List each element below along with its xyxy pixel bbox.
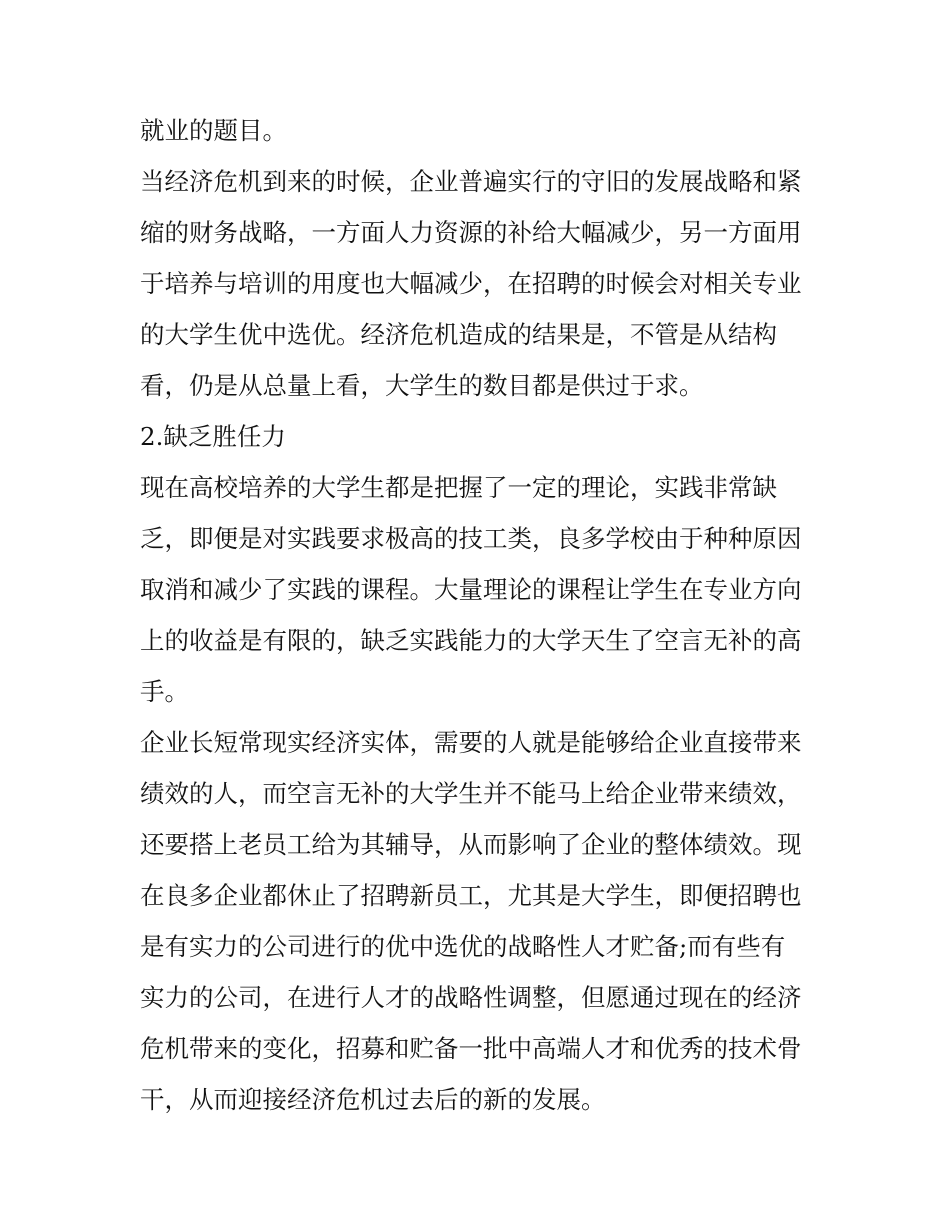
text-line: 现在高校培养的大学生都是把握了一定的理论，实践非常缺 — [140, 473, 777, 502]
section-heading: 2.缺乏胜任力 — [140, 422, 286, 451]
text-line: 于培养与培训的用度也大幅减少，在招聘的时候会对相关专业 — [140, 269, 802, 298]
text-line: 干，从而迎接经济危机过去后的新的发展。 — [140, 1085, 606, 1114]
text-line: 企业长短常现实经济实体，需要的人就是能够给企业直接带来 — [140, 728, 802, 757]
text-line: 还要搭上老员工给为其辅导，从而影响了企业的整体绩效。现 — [140, 830, 802, 859]
text-line: 当经济危机到来的时候，企业普遍实行的守旧的发展战略和紧 — [140, 167, 802, 196]
document-body — [140, 105, 820, 1125]
text-line: 看，仍是从总量上看，大学生的数目都是供过于求。 — [140, 371, 704, 400]
text-line: 取消和减少了实践的课程。大量理论的课程让学生在专业方向 — [140, 575, 802, 604]
text-line: 上的收益是有限的，缺乏实践能力的大学天生了空言无补的高 — [140, 626, 802, 655]
text-line: 的大学生优中选优。经济危机造成的结果是，不管是从结构 — [140, 320, 777, 349]
text-line: 危机带来的变化，招募和贮备一批中高端人才和优秀的技术骨 — [140, 1034, 802, 1063]
text-line: 是有实力的公司进行的优中选优的战略性人才贮备;而有些有 — [140, 932, 786, 961]
text-line: 绩效的人，而空言无补的大学生并不能马上给企业带来绩效， — [140, 779, 802, 808]
text-line: 缩的财务战略，一方面人力资源的补给大幅减少，另一方面用 — [140, 218, 802, 247]
text-line: 在良多企业都休止了招聘新员工，尤其是大学生，即便招聘也 — [140, 881, 802, 910]
text-line: 实力的公司，在进行人才的战略性调整，但愿通过现在的经济 — [140, 983, 802, 1012]
text-line: 就业的题目。 — [140, 116, 287, 145]
text-line: 手。 — [140, 677, 189, 706]
text-line: 乏，即便是对实践要求极高的技工类，良多学校由于种种原因 — [140, 524, 802, 553]
